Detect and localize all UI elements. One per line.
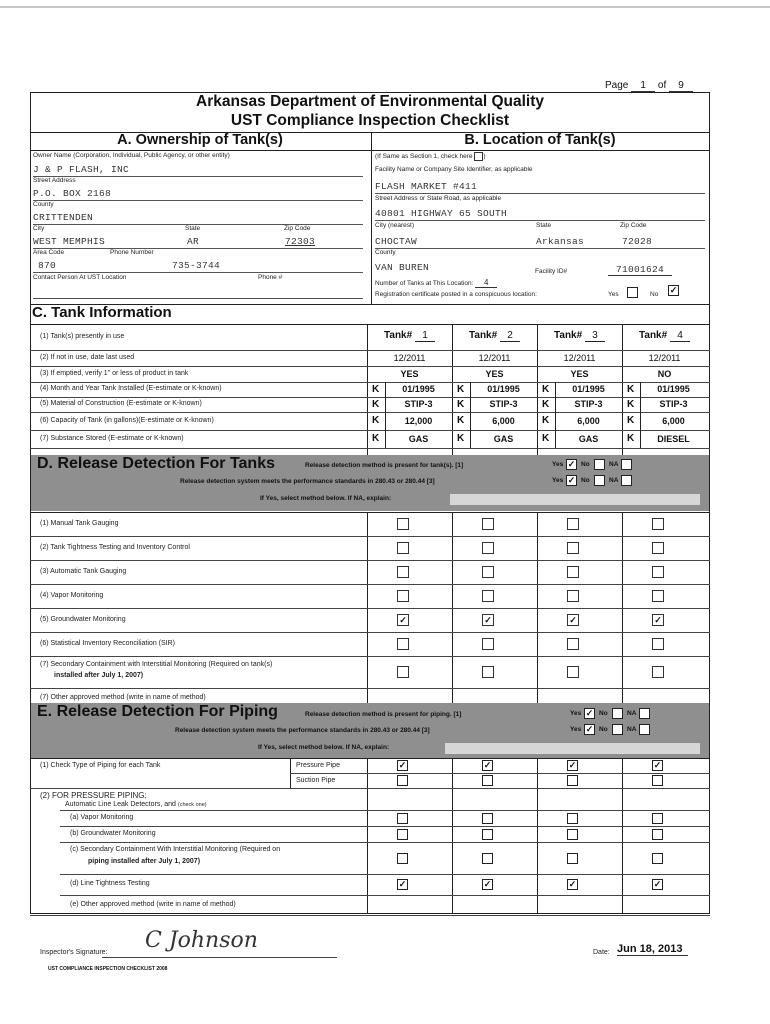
k-divider [640, 397, 641, 412]
tank-info-row-label: (7) Substance Stored (E-estimate or K-known) [40, 434, 184, 442]
owner-label: Owner Name (Corporation, Individual, Public Agency, or other entity) [33, 152, 230, 159]
tank-info-value: 6,000 [577, 415, 600, 426]
tank-header-label: Tank# [639, 330, 668, 341]
yes-checkbox[interactable]: ✓ [585, 708, 594, 718]
tank-info-value: 12/2011 [648, 352, 681, 363]
pressure-pipe-checkbox[interactable]: ✓ [483, 760, 492, 770]
tank-info-row-label: (6) Capacity of Tank (in gallons)(E-estimate or K-known) [40, 416, 214, 424]
check-one-text: (check one) [177, 802, 207, 808]
k-divider [640, 412, 641, 430]
row-divider [30, 584, 710, 585]
column-divider [622, 758, 623, 913]
piping-method-checkbox[interactable]: ✓ [568, 879, 577, 889]
same-as-checkbox[interactable] [474, 152, 483, 161]
yes-label: Yes [552, 461, 564, 468]
zip-value-b: 72028 [622, 236, 653, 247]
k-marker: K [627, 398, 635, 410]
k-marker: K [372, 433, 380, 444]
tank-info-row-label: (3) If emptied, verify 1" or less of product in tank [40, 369, 189, 377]
method-row-label: (5) Groundwater Monitoring [40, 615, 126, 623]
no-label: No [599, 710, 608, 717]
section-e-q1: Release detection method is present for piping. [1] [305, 711, 462, 718]
row-divider [30, 448, 710, 449]
k-marker: K [542, 383, 550, 395]
column-divider [367, 758, 368, 913]
tank-header [367, 330, 452, 342]
section-e-explain-field[interactable] [445, 743, 700, 754]
alld-text: Automatic Line Leak Detectors, and [65, 801, 176, 808]
page-number [605, 80, 693, 92]
method-checkbox[interactable]: ✓ [397, 614, 409, 626]
tank-header-label: Tank# [469, 330, 498, 341]
piping-method-label-2: piping installed after July 1, 2007) [88, 858, 201, 865]
pressure-pipe-label: Pressure Pipe [296, 762, 340, 769]
contact-phone-label: Phone # [258, 274, 283, 281]
tank-info-value: DIESEL [657, 433, 690, 444]
piping-type-label: (1) Check Type of Piping for each Tank [40, 762, 161, 769]
tank-info-value: YES [485, 368, 504, 379]
row-divider [30, 366, 710, 367]
suction-pipe-checkbox[interactable] [397, 775, 408, 786]
row-divider [30, 512, 710, 513]
na-checkbox[interactable] [639, 708, 650, 719]
piping-method-checkbox[interactable] [567, 829, 578, 840]
row-divider [30, 560, 710, 561]
piping-method-checkbox[interactable] [567, 853, 578, 864]
row-divider [30, 788, 710, 789]
method-checkbox[interactable] [482, 542, 494, 554]
row-divider [30, 608, 710, 609]
suction-pipe-checkbox[interactable] [482, 775, 493, 786]
yes-label: Yes [570, 726, 582, 733]
city-value-b: CHOCTAW [375, 236, 418, 247]
tank-number: 3 [585, 330, 605, 342]
street-label-a: Street Address [33, 177, 76, 184]
method-row-label: (4) Vapor Monitoring [40, 591, 104, 599]
k-marker: K [542, 433, 550, 444]
method-checkbox[interactable] [652, 518, 664, 530]
same-as-label: (If Same as Section 1, check here ) [375, 153, 486, 161]
row-divider [30, 397, 710, 398]
yes-checkbox[interactable]: ✓ [567, 459, 576, 469]
method-checkbox[interactable] [397, 566, 409, 578]
row-divider [30, 915, 710, 916]
k-divider [640, 430, 641, 448]
k-marker: K [627, 383, 635, 395]
tank-info-value: 6,000 [492, 415, 515, 426]
state-label-b: State [536, 222, 552, 229]
column-divider [622, 324, 623, 455]
piping-method-label: (a) Vapor Monitoring [70, 813, 134, 821]
method-checkbox[interactable] [397, 590, 409, 602]
no-checkbox[interactable] [612, 708, 623, 719]
pressure-pipe-checkbox[interactable]: ✓ [398, 760, 407, 770]
piping-method-checkbox[interactable] [652, 829, 663, 840]
k-marker: K [457, 398, 465, 410]
piping-method-label: (c) Secondary Containment With Interstitial Monitoring (Required on [70, 846, 281, 853]
method-row-label: (3) Automatic Tank Gauging [40, 567, 127, 575]
section-d-q1: Release detection method is present for tank(s). [1] [305, 462, 464, 469]
method-checkbox[interactable] [567, 590, 579, 602]
na-checkbox[interactable] [621, 475, 632, 486]
tank-info-value: GAS [578, 433, 599, 444]
method-row-label: (6) Statistical Inventory Reconciliation (SIR) [40, 639, 175, 647]
k-marker: K [627, 415, 635, 426]
zip-label-a: Zip Code [284, 225, 311, 232]
column-divider [537, 324, 538, 455]
piping-method-checkbox[interactable] [397, 829, 408, 840]
tank-info-value: 01/1995 [402, 384, 435, 394]
suction-pipe-label: Suction Pipe [296, 777, 336, 784]
tank-info-value: YES [570, 368, 589, 379]
reg-yes-label: Yes [608, 291, 619, 298]
tank-info-value: GAS [408, 433, 429, 444]
tank-info-value: YES [400, 368, 419, 379]
column-divider [367, 324, 368, 455]
piping-method-label: (e) Other approved method (write in name of method) [70, 900, 236, 908]
pressure-pipe-checkbox[interactable]: ✓ [568, 760, 577, 770]
suction-pipe-checkbox[interactable] [567, 775, 578, 786]
k-divider [555, 397, 556, 412]
tank-info-value: 12/2011 [478, 352, 511, 363]
no-checkbox[interactable] [594, 459, 605, 470]
county-label-b: County [375, 249, 396, 256]
signature-label: Inspector's Signature: [40, 949, 108, 956]
yes-checkbox[interactable]: ✓ [567, 475, 576, 485]
tank-header [452, 330, 537, 342]
tank-info-row-label: (2) If not in use, date last used [40, 353, 135, 361]
section-e-q3: If Yes, select method below. If NA, explain: [258, 744, 390, 751]
row-divider [30, 350, 710, 351]
method-checkbox[interactable] [482, 666, 494, 678]
tank-info-value: STIP-3 [489, 399, 518, 409]
na-checkbox[interactable] [639, 724, 650, 735]
date-label: Date: [593, 949, 610, 956]
facility-id-label: Facility ID# [535, 268, 568, 275]
k-divider [385, 397, 386, 412]
tank-info-value: STIP-3 [659, 399, 688, 409]
piping-method-checkbox[interactable]: ✓ [483, 879, 492, 889]
tank-number: 4 [670, 330, 690, 342]
section-d-q3: If Yes, select method below. If NA, explain: [260, 495, 392, 502]
tank-header-label: Tank# [384, 330, 413, 341]
county-value-b: VAN BUREN [375, 262, 430, 273]
form-title: UST Compliance Inspection Checklist [230, 112, 510, 129]
section-a-title: A. Ownership of Tank(s) [117, 132, 283, 148]
county-value-a: CRITTENDEN [33, 212, 94, 223]
row-divider [30, 688, 710, 689]
method-row-label: (1) Manual Tank Gauging [40, 519, 119, 527]
method-checkbox[interactable] [567, 666, 579, 678]
page-label: Page [605, 80, 629, 91]
k-marker: K [457, 415, 465, 426]
method-checkbox[interactable] [567, 566, 579, 578]
piping-method-label: (b) Groundwater Monitoring [70, 829, 156, 837]
zip-label-b: Zip Code [620, 222, 647, 229]
contact-label: Contact Person At UST Location [33, 274, 127, 281]
suction-pipe-checkbox[interactable] [652, 775, 663, 786]
state-value-b: Arkansas [536, 236, 585, 247]
k-divider [555, 382, 556, 397]
no-label: No [599, 726, 608, 733]
form-id: UST COMPLIANCE INSPECTION CHECKLIST 2008 [48, 966, 168, 972]
method-checkbox[interactable] [567, 638, 579, 650]
row-divider [290, 773, 710, 774]
piping-method-label: (d) Line Tightness Testing [70, 880, 150, 887]
state-label-a: State [185, 225, 201, 232]
row-divider [60, 842, 710, 843]
tank-info-value: 6,000 [662, 415, 685, 426]
pressure-piping-subheader [65, 801, 207, 808]
section-e-q2: Release detection system meets the performance standards in 280.43 or 280.44 [3] [175, 727, 430, 734]
piping-method-checkbox[interactable] [652, 853, 663, 864]
tank-info-value: 12/2011 [393, 352, 426, 363]
na-label: NA [627, 726, 637, 733]
k-marker: K [372, 383, 380, 395]
facility-value: FLASH MARKET #411 [375, 181, 478, 192]
method-checkbox[interactable] [482, 638, 494, 650]
method-checkbox[interactable] [397, 638, 409, 650]
section-d-q2: Release detection system meets the performance standards in 280.43 or 280.44 [3] [180, 478, 435, 485]
k-divider [470, 412, 471, 430]
piping-method-checkbox[interactable]: ✓ [653, 879, 662, 889]
tank-info-value: NO [657, 368, 672, 379]
method-checkbox[interactable]: ✓ [652, 614, 664, 626]
row-divider [60, 810, 710, 811]
method-checkbox[interactable] [652, 590, 664, 602]
tank-info-row-label: (5) Material of Construction (E-estimate or K-known) [40, 400, 202, 407]
tank-info-value: 01/1995 [657, 384, 690, 394]
page-of-label: of [657, 80, 667, 91]
method-row-label: (2) Tank Tightness Testing and Inventory Control [40, 543, 190, 551]
method-checkbox[interactable] [482, 590, 494, 602]
section-d-title: D. Release Detection For Tanks [37, 455, 275, 472]
reg-no-label: No [650, 291, 659, 298]
county-label-a: County [33, 201, 54, 208]
section-e-title: E. Release Detection For Piping [37, 703, 278, 720]
method-row-label-2: installed after July 1, 2007) [54, 672, 144, 679]
column-divider [537, 758, 538, 913]
facility-id-value: 71001624 [608, 264, 672, 276]
tank-info-value: 12,000 [404, 415, 433, 426]
piping-method-checkbox[interactable] [567, 813, 578, 824]
tank-info-value: 01/1995 [572, 384, 605, 394]
inspector-signature: C Johnson [145, 928, 258, 953]
city-value-a: WEST MEMPHIS [33, 236, 106, 247]
method-row-label: (7) Secondary Containment with Interstitial Monitoring (Required on tank(s) [40, 661, 273, 668]
street-value-a: P.O. BOX 2168 [33, 188, 112, 199]
method-checkbox[interactable] [482, 566, 494, 578]
tank-info-value: GAS [493, 433, 514, 444]
method-checkbox[interactable]: ✓ [567, 614, 579, 626]
tank-info-value: STIP-3 [574, 399, 603, 409]
city-label-a: City [33, 225, 45, 232]
method-checkbox[interactable] [652, 542, 664, 554]
tank-header [537, 330, 622, 342]
no-label: No [581, 477, 590, 484]
method-checkbox[interactable] [397, 518, 409, 530]
piping-method-checkbox[interactable] [482, 813, 493, 824]
na-label: NA [627, 710, 637, 717]
k-divider [470, 397, 471, 412]
na-checkbox[interactable] [621, 459, 632, 470]
na-label: NA [609, 477, 619, 484]
yes-label: Yes [552, 477, 564, 484]
k-marker: K [627, 433, 635, 444]
k-marker: K [542, 415, 550, 426]
row-divider [60, 874, 710, 875]
column-divider [452, 324, 453, 455]
num-tanks-value: 4 [475, 278, 497, 288]
piping-method-checkbox[interactable] [482, 829, 493, 840]
tank-header-label: Tank# [554, 330, 583, 341]
piping-method-checkbox[interactable]: ✓ [398, 879, 407, 889]
same-as-text: (If Same as Section 1, check here [375, 153, 473, 161]
area-code-label: Area Code [33, 249, 65, 256]
k-marker: K [542, 398, 550, 410]
k-divider [470, 382, 471, 397]
row-divider [30, 758, 710, 759]
phone-number-label: Phone Number [110, 249, 154, 256]
k-divider [555, 412, 556, 430]
piping-method-checkbox[interactable] [482, 853, 493, 864]
row-divider [30, 656, 710, 657]
reg-no-checkbox[interactable]: ✓ [669, 285, 678, 295]
k-marker: K [457, 433, 465, 444]
no-checkbox[interactable] [594, 475, 605, 486]
section-b-title: B. Location of Tank(s) [464, 132, 616, 148]
section-d-explain-field[interactable] [450, 494, 700, 505]
tank-info-value: STIP-3 [404, 399, 433, 409]
k-marker: K [372, 398, 380, 410]
pressure-piping-header: (2) FOR PRESSURE PIPING: [40, 791, 147, 800]
method-checkbox[interactable] [652, 566, 664, 578]
street-value-b: 40801 HIGHWAY 65 SOUTH [375, 208, 508, 219]
num-tanks-label [375, 278, 497, 288]
k-divider [385, 412, 386, 430]
tank-info-row-label: (4) Month and Year Tank Installed (E-estimate or K-known) [40, 385, 222, 392]
street-label-b: Street Address or State Road, as applicable [375, 195, 502, 202]
tank-header [622, 330, 707, 342]
no-label: No [581, 461, 590, 468]
tank-number: 1 [415, 330, 435, 342]
k-divider [470, 430, 471, 448]
section-c-title: C. Tank Information [32, 304, 172, 321]
facility-label: Facility Name or Company Site Identifier, as applicable [375, 166, 533, 173]
row-divider [60, 826, 710, 827]
method-checkbox[interactable] [652, 666, 664, 678]
city-label-b: City (nearest) [375, 222, 415, 229]
column-divider [452, 758, 453, 913]
phone-value: 735-3744 [172, 260, 221, 271]
row-divider [30, 536, 710, 537]
method-checkbox[interactable] [397, 666, 409, 678]
piping-method-checkbox[interactable] [397, 813, 408, 824]
k-divider [385, 430, 386, 448]
piping-method-checkbox[interactable] [397, 853, 408, 864]
no-checkbox[interactable] [612, 724, 623, 735]
tank-number: 2 [500, 330, 520, 342]
k-marker: K [457, 383, 465, 395]
tank-info-value: 12/2011 [563, 352, 596, 363]
piping-method-checkbox[interactable] [652, 813, 663, 824]
method-checkbox[interactable] [652, 638, 664, 650]
k-divider [555, 430, 556, 448]
owner-value: J & P FLASH, INC [33, 164, 130, 175]
pressure-pipe-checkbox[interactable]: ✓ [653, 760, 662, 770]
k-divider [385, 382, 386, 397]
scan-edge [0, 6, 770, 8]
area-code-value: 870 [38, 260, 57, 271]
reg-yes-checkbox[interactable] [627, 287, 638, 298]
na-label: NA [609, 461, 619, 468]
method-row-label: (7) Other approved method (write in name of method) [40, 693, 206, 701]
k-divider [640, 382, 641, 397]
tank-info-row-label: (1) Tank(s) presently in use [40, 332, 125, 340]
row-divider [30, 430, 710, 431]
reg-certificate-label: Registration certificate posted in a conspicuous location: [375, 291, 537, 298]
date-value: Jun 18, 2013 [617, 943, 688, 956]
method-checkbox[interactable] [482, 518, 494, 530]
state-value-a: AR [187, 236, 200, 247]
row-divider [30, 382, 710, 383]
method-checkbox[interactable] [397, 542, 409, 554]
page-num: 1 [631, 80, 655, 92]
page-total: 9 [669, 80, 693, 92]
row-divider [60, 895, 710, 896]
row-divider [30, 632, 710, 633]
method-checkbox[interactable]: ✓ [482, 614, 494, 626]
zip-value-a: 72303 [285, 236, 316, 247]
method-checkbox[interactable] [567, 542, 579, 554]
tank-info-value: 01/1995 [487, 384, 520, 394]
k-marker: K [372, 415, 380, 426]
yes-checkbox[interactable]: ✓ [585, 724, 594, 734]
row-divider [30, 412, 710, 413]
num-tanks-text: Number of Tanks at This Location: [375, 280, 474, 287]
method-checkbox[interactable] [567, 518, 579, 530]
yes-label: Yes [570, 710, 582, 717]
agency-title: Arkansas Department of Environmental Quality [196, 93, 544, 110]
